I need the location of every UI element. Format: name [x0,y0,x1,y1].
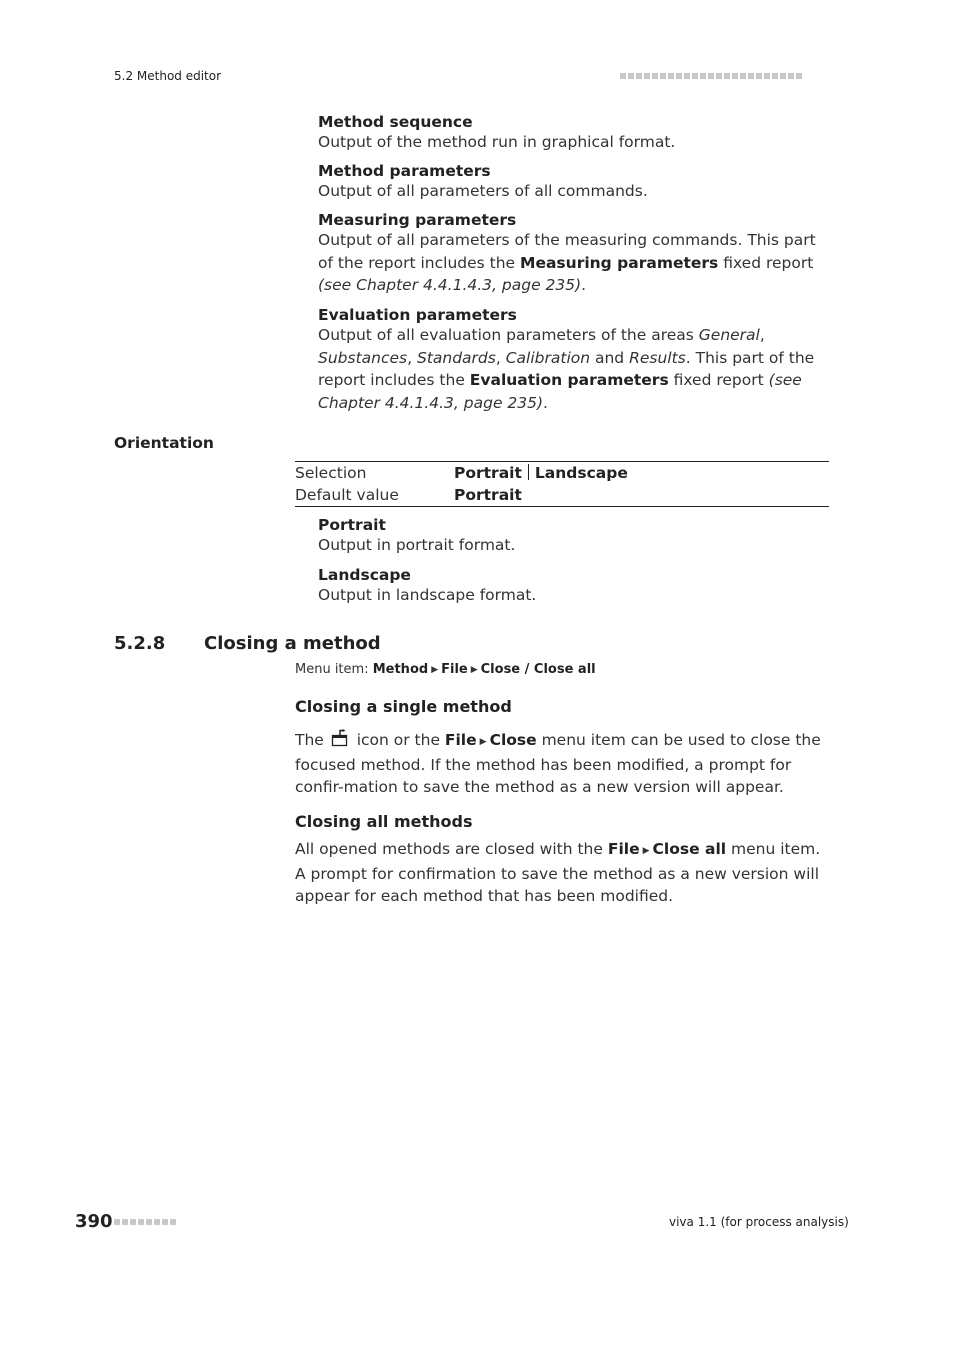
product-name: viva 1.1 (for process analysis) [669,1215,849,1229]
default-label: Default value [295,486,399,504]
parameter-table [295,461,829,507]
subheading-closing-single: Closing a single method [295,697,512,716]
parameter-title: Orientation [114,434,214,452]
default-value: Portrait [454,486,522,504]
option-term: Method parameters [318,162,491,180]
option-measuring-parameters [318,211,833,297]
close-method-icon [331,729,349,747]
arrow-right-icon: ▶ [470,665,478,675]
option-desc: Output of all evaluation parameters of the areas General, Substances, Standards, Calibration and Results. This part of the report includes the Evaluation parameters fixed report (see Chapter 4.4.1.4.3, page 235). [318,326,815,412]
option-method-parameters [318,162,833,203]
cross-reference-link[interactable]: (see Chapter 4.4.1.4.3, page 235) [318,371,802,412]
option-method-sequence [318,113,833,154]
selection-label: Selection [295,464,367,482]
table-row [295,484,829,506]
option-desc: Output of all parameters of all commands. [318,182,648,200]
arrow-right-icon: ▶ [642,846,650,856]
option-term: Measuring parameters [318,211,517,229]
table-row [295,462,829,484]
menu-path: Menu item: Method ▶ File ▶ Close / Close all [295,662,596,677]
option-desc: Output in landscape format. [318,586,537,604]
option-desc: Output of the method run in graphical format. [318,133,676,151]
section-number: 5.2.8 [114,633,166,654]
arrow-right-icon: ▶ [431,665,439,675]
option-term: Portrait [318,516,386,534]
option-landscape [318,566,833,607]
option-term: Evaluation parameters [318,306,517,324]
option-evaluation-parameters [318,306,833,414]
option-portrait [318,516,833,557]
option-term: Method sequence [318,113,473,131]
option-term: Landscape [318,566,411,584]
option-desc: Output in portrait format. [318,536,516,554]
page-number: 390 [75,1211,113,1232]
cross-reference-link[interactable]: (see Chapter 4.4.1.4.3, page 235) [318,276,582,294]
arrow-right-icon: ▶ [479,737,487,747]
subheading-closing-all: Closing all methods [295,812,473,831]
paragraph-closing-all: All opened methods are closed with the File ▶ Close all menu item. A prompt for confirmation to save the method as a new version will appear for each method that has been modified. [295,840,821,905]
footer-decoration [114,1219,176,1225]
paragraph-closing-single: The icon or the File ▶ Close menu item can be used to close the focused method. If the method has been modified, a prompt for confir-mation to save the method as a new version will appear. [295,731,821,796]
running-header-section: 5.2 Method editor [114,69,222,83]
section-title: Closing a method [204,633,381,654]
option-desc: Output of all parameters of the measuring commands. This part of the report includes the Measuring parameters fixed report (see Chapter 4.4.1.4.3, page 235). [318,231,816,294]
selection-values: Portrait Landscape [454,464,628,482]
header-decoration [620,73,802,79]
